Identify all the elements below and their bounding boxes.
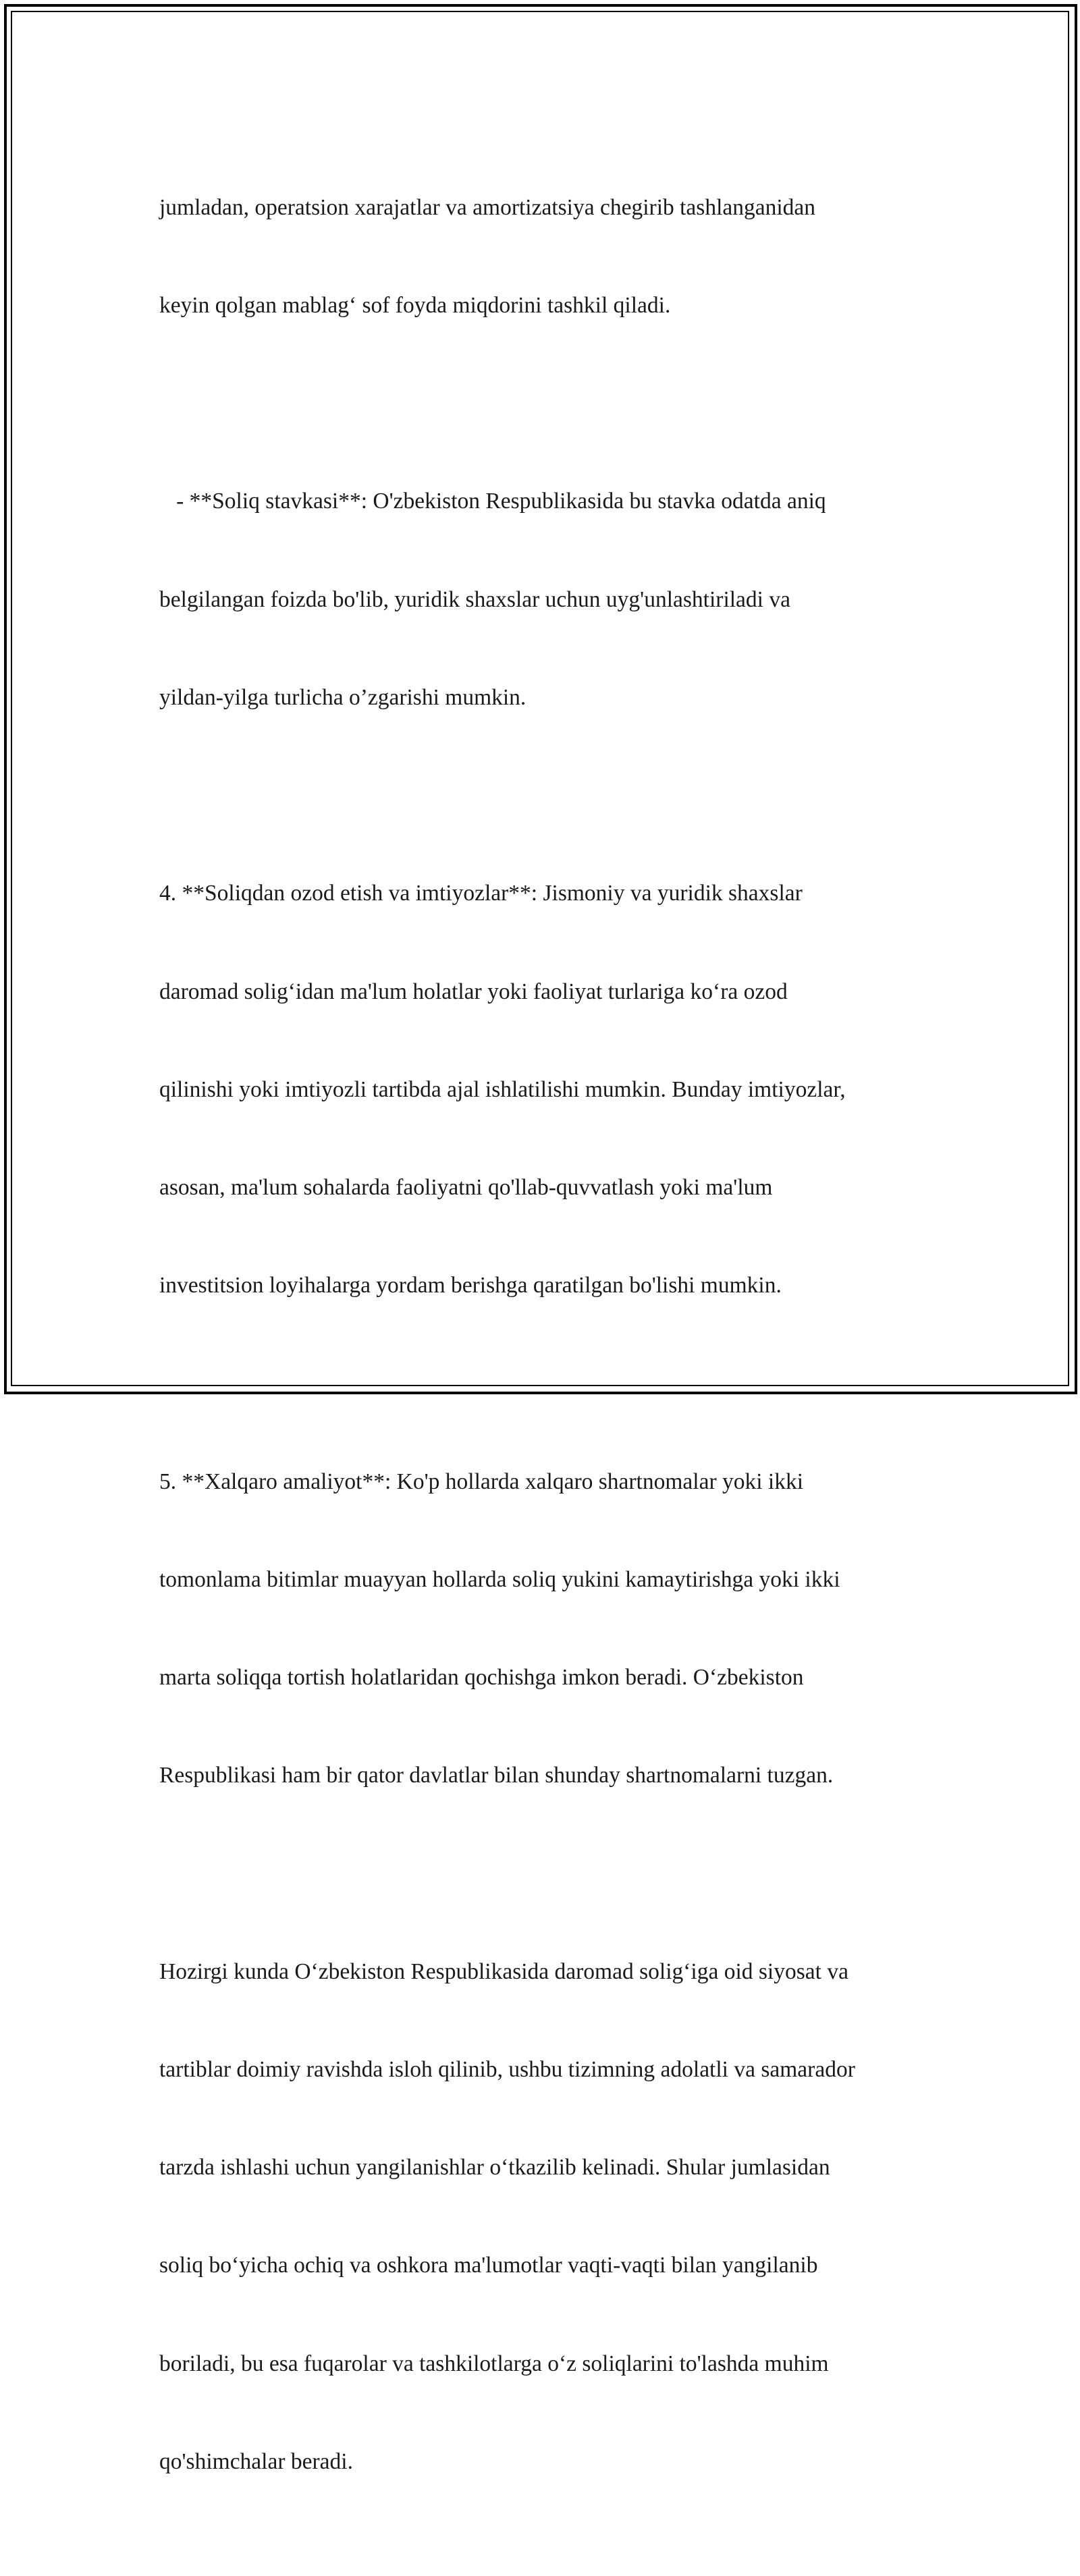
paragraph-line: keyin qolgan mablag‘ sof foyda miqdorini tashkil qiladi.: [159, 293, 671, 319]
paragraph-conclusion: [159, 1890, 936, 2544]
paragraph-item-5: [159, 1400, 936, 1858]
paragraph-line: tomonlama bitimlar muayyan hollarda soliq yukini kamaytirishga yoki ikki: [159, 1566, 840, 1592]
paragraph-line: soliq bo‘yicha ochiq va oshkora ma'lumotlar vaqti-vaqti bilan yangilanib: [159, 2253, 818, 2278]
paragraph-line: 4. **Soliqdan ozod etish va imtiyozlar**: Jismoniy va yuridik shaxslar: [159, 881, 803, 906]
paragraph-line: boriladi, bu esa fuqarolar va tashkilotlarga o‘z soliqlarini to'lashda muhim: [159, 2351, 829, 2376]
paragraph-line: jumladan, operatsion xarajatlar va amortizatsiya chegirib tashlanganidan: [159, 194, 816, 220]
document-body: [159, 126, 936, 2576]
paragraph-line: qo'shimchalar beradi.: [159, 2448, 353, 2474]
paragraph-line: tarzda ishlashi uchun yangilanishlar o‘tkazilib kelinadi. Shular jumlasidan: [159, 2155, 830, 2181]
paragraph-line: Respublikasi ham bir qator davlatlar bilan shunday shartnomalarni tuzgan.: [159, 1763, 834, 1788]
paragraph-1: [159, 126, 936, 387]
paragraph-line: qilinishi yoki imtiyozli tartibda ajal ishlatilishi mumkin. Bunday imtiyozlar,: [159, 1076, 846, 1102]
paragraph-line: belgilangan foizda bo'lib, yuridik shaxslar uchun uyg'unlashtiriladi va: [159, 586, 790, 612]
paragraph-line: marta soliqqa tortish holatlaridan qochishga imkon beradi. O‘zbekiston: [159, 1665, 804, 1691]
paragraph-line: investitsion loyihalarga yordam berishga qaratilgan bo'lishi mumkin.: [159, 1273, 782, 1298]
paragraph-item-4: [159, 813, 936, 1368]
paragraph-line: 5. **Xalqaro amaliyot**: Ko'p hollarda xalqaro shartnomalar yoki ikki: [159, 1469, 804, 1494]
paragraph-line: - **Soliq stavkasi**: O'zbekiston Respublikasida bu stavka odatda aniq: [159, 489, 826, 514]
paragraph-line: tartiblar doimiy ravishda isloh qilinib, ushbu tizimning adolatli va samarador: [159, 2056, 855, 2082]
paragraph-line: yildan-yilga turlicha o’zgarishi mumkin.: [159, 684, 526, 710]
paragraph-line: daromad solig‘idan ma'lum holatlar yoki faoliyat turlariga ko‘ra ozod: [159, 979, 788, 1004]
paragraph-soliq-stavkasi: [159, 420, 936, 779]
paragraph-line: Hozirgi kunda O‘zbekiston Respublikasida daromad solig‘iga oid siyosat va: [159, 1958, 848, 1984]
paragraph-line: asosan, ma'lum sohalarda faoliyatni qo'llab-quvvatlash yoki ma'lum: [159, 1174, 773, 1200]
